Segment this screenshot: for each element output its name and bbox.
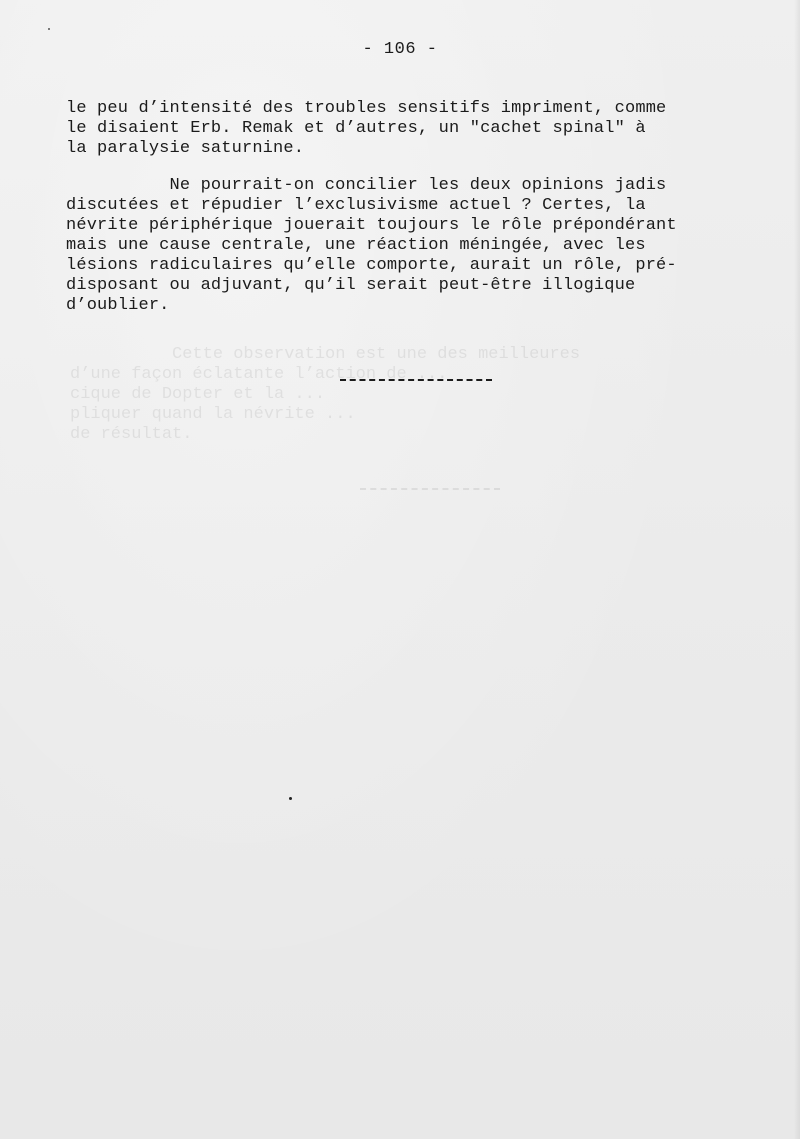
paragraph-2-line-3: névrite périphérique jouerait toujours le rôle prépondérant xyxy=(66,216,677,235)
page-number: - 106 - xyxy=(362,40,438,59)
bleed-through-rule xyxy=(360,488,500,490)
paragraph-2-line-2: discutées et répudier l’exclusivisme actuel ? Certes, la xyxy=(66,196,646,215)
paragraph-1-line-3: la paralysie saturnine. xyxy=(66,139,305,158)
page-edge-shadow xyxy=(794,0,800,1139)
ink-speck xyxy=(289,797,292,800)
bleed-through-text: Cette observation est une des meilleures d’une façon éclatante l’action de ... cique de Dopter et la ... pliquer quand la névrite ... de résultat. xyxy=(70,345,581,444)
paragraph-2-line-1: Ne pourrait-on concilier les deux opinions jadis xyxy=(66,176,667,195)
paragraph-2-line-7: d’oublier. xyxy=(66,296,170,315)
ink-speck xyxy=(48,28,50,30)
paragraph-1-line-1: le peu d’intensité des troubles sensitifs impriment, comme xyxy=(66,99,667,118)
paragraph-1-line-2: le disaient Erb. Remak et d’autres, un "cachet spinal" à xyxy=(66,119,646,138)
section-separator xyxy=(340,379,492,381)
paragraph-2-line-4: mais une cause centrale, une réaction méningée, avec les xyxy=(66,236,646,255)
paragraph-2-line-5: lésions radiculaires qu’elle comporte, aurait un rôle, pré- xyxy=(66,256,677,275)
paragraph-2-line-6: disposant ou adjuvant, qu’il serait peut-être illogique xyxy=(66,276,636,295)
